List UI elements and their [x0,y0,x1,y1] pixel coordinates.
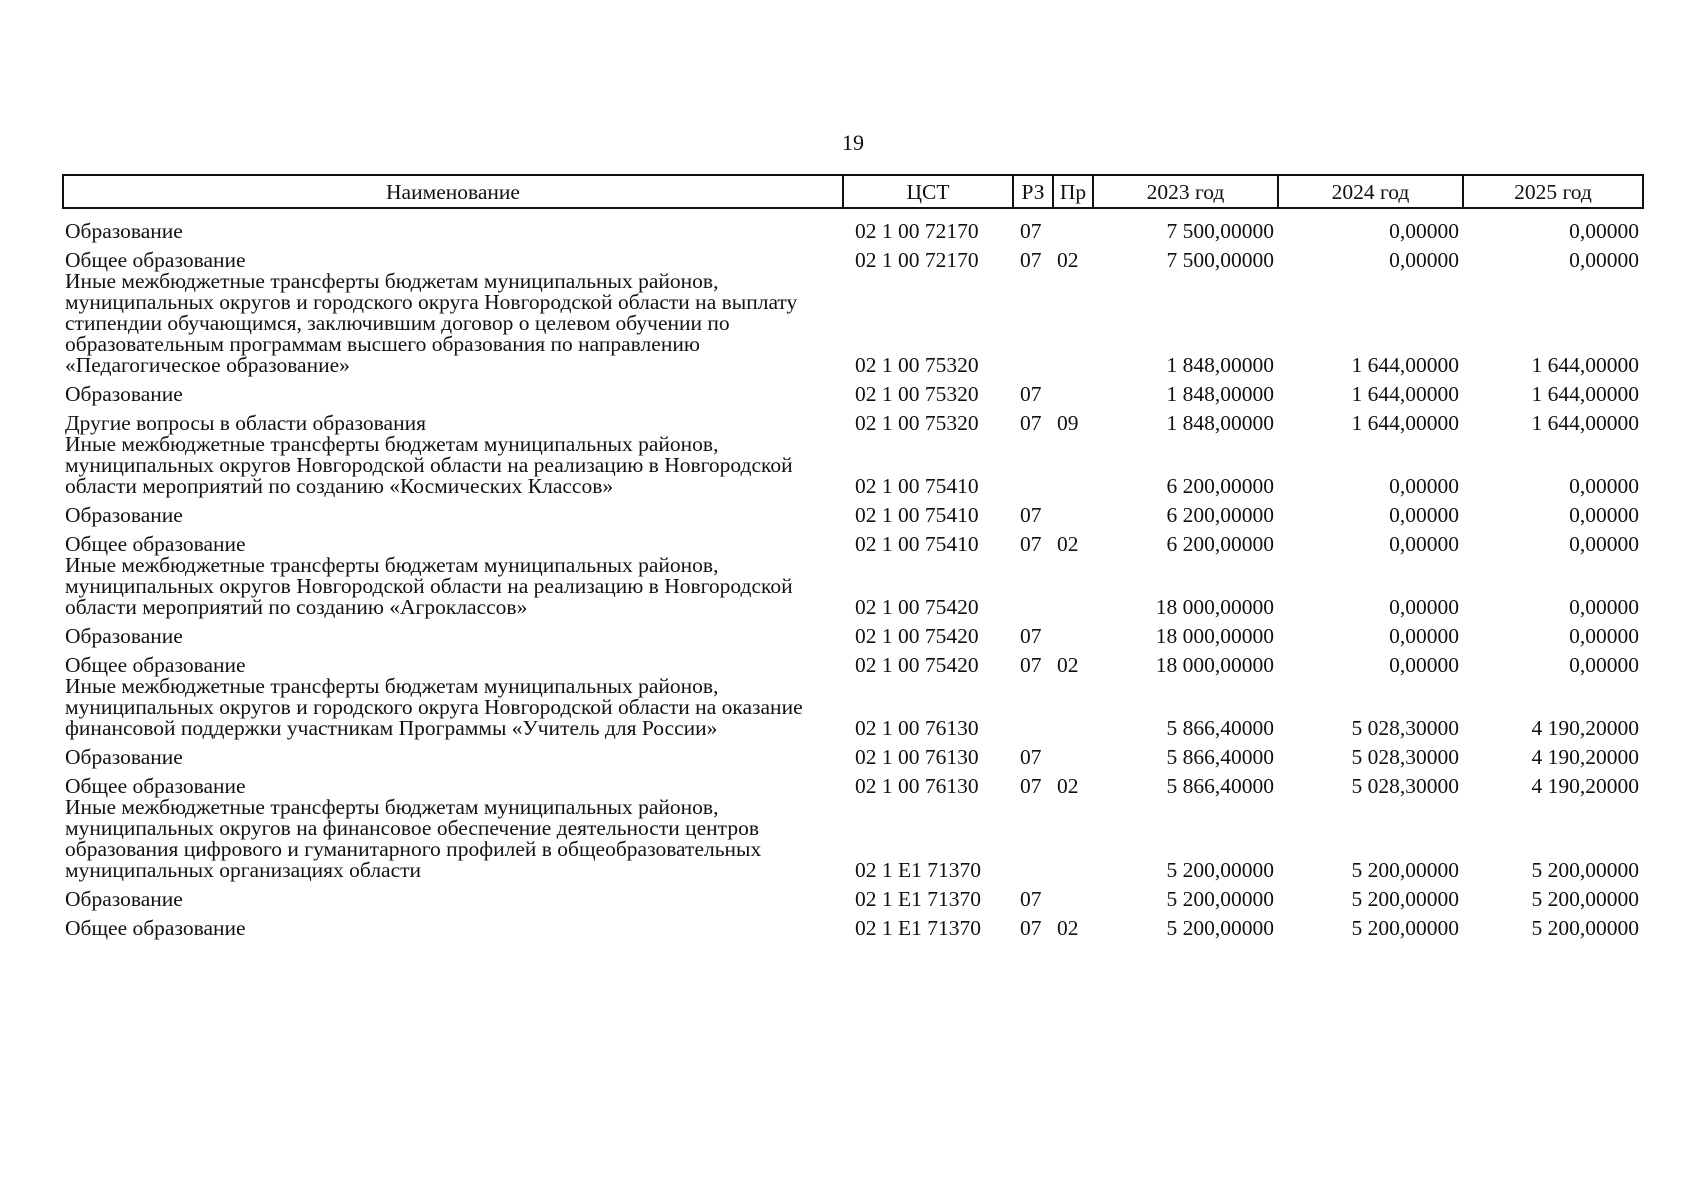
table-row [63,676,1643,739]
cell-2024: 0,00000 [1389,532,1459,556]
cell-name: Иные межбюджетные трансферты бюджетам муниципальных районов, муниципальных округов и городского округа Новгородской области на выплату стипендии обучающимся, заключившим договор о целевом обучении по образовательным программам высшего образования по направлению «Педагогическое образование» [65,269,798,377]
cell-cst: 02 1 00 75320 [855,353,979,377]
cell-pr: 09 [1057,411,1079,435]
cell-cst: 02 1 E1 71370 [855,887,982,911]
cell-2024: 0,00000 [1389,219,1459,243]
cell-2023: 5 200,00000 [1166,916,1274,940]
cell-pr [1053,881,1093,910]
table-row [63,739,1643,768]
cell-name: Образование [65,887,183,911]
header-name: Наименование [63,175,843,208]
cell-pr: 02 [1057,774,1079,798]
cell-2024: 5 200,00000 [1351,887,1459,911]
cell-rz: 07 [1020,219,1042,243]
cell-2025: 5 200,00000 [1531,858,1639,882]
cell-cst: 02 1 00 75420 [855,624,979,648]
table-row [63,434,1643,497]
table-body [63,208,1643,939]
cell-2024: 1 644,00000 [1351,353,1459,377]
table-row [63,526,1643,555]
cell-cst: 02 1 00 75410 [855,474,979,498]
header-2024: 2024 год [1278,175,1463,208]
cell-pr [1053,271,1093,376]
cell-2024: 1 644,00000 [1351,411,1459,435]
cell-2025: 4 190,20000 [1531,774,1639,798]
cell-cst: 02 1 E1 71370 [855,858,982,882]
cell-name: Иные межбюджетные трансферты бюджетам муниципальных районов, муниципальных округов Новгородской области на реализацию в Новгородской области мероприятий по созданию «Космических Классов» [65,432,793,498]
cell-name: Образование [65,624,183,648]
cell-name: Общее образование [65,248,246,272]
cell-cst: 02 1 E1 71370 [855,916,982,940]
cell-rz: 07 [1020,532,1042,556]
cell-2023: 5 200,00000 [1166,887,1274,911]
cell-cst: 02 1 00 75410 [855,532,979,556]
cell-rz: 07 [1020,624,1042,648]
cell-rz [1013,676,1053,739]
cell-2025: 1 644,00000 [1531,382,1639,406]
cell-rz [1013,434,1053,497]
cell-pr [1053,555,1093,618]
cell-cst: 02 1 00 72170 [855,219,979,243]
cell-2023: 6 200,00000 [1166,474,1274,498]
cell-name: Образование [65,745,183,769]
cell-cst: 02 1 00 76130 [855,774,979,798]
cell-2023: 1 848,00000 [1166,411,1274,435]
cell-2025: 0,00000 [1569,248,1639,272]
cell-2025: 5 200,00000 [1531,916,1639,940]
cell-rz [1013,555,1053,618]
table-row [63,797,1643,881]
cell-2024: 0,00000 [1389,595,1459,619]
cell-2025: 0,00000 [1569,624,1639,648]
cell-rz: 07 [1020,503,1042,527]
cell-pr [1053,208,1093,242]
cell-pr [1053,376,1093,405]
cell-rz: 07 [1020,411,1042,435]
cell-2025: 0,00000 [1569,532,1639,556]
cell-2023: 5 866,40000 [1166,774,1274,798]
cell-pr [1053,618,1093,647]
cell-name: Общее образование [65,916,246,940]
cell-pr: 02 [1057,653,1079,677]
cell-cst: 02 1 00 75420 [855,653,979,677]
cell-rz: 07 [1020,887,1042,911]
cell-2025: 5 200,00000 [1531,887,1639,911]
cell-pr [1053,739,1093,768]
table-row [63,242,1643,271]
cell-2024: 0,00000 [1389,248,1459,272]
cell-pr [1053,497,1093,526]
cell-cst: 02 1 00 75420 [855,595,979,619]
cell-name: Иные межбюджетные трансферты бюджетам муниципальных районов, муниципальных округов на финансовое обеспечение деятельности центров образования цифрового и гуманитарного профилей в общеобразовательных муниципальных организациях области [65,795,762,882]
cell-pr: 02 [1057,916,1079,940]
cell-cst: 02 1 00 76130 [855,716,979,740]
cell-cst: 02 1 00 72170 [855,248,979,272]
cell-2025: 4 190,20000 [1531,745,1639,769]
cell-2023: 18 000,00000 [1155,624,1274,648]
cell-name: Общее образование [65,653,246,677]
page-number: 19 [842,130,864,155]
cell-cst: 02 1 00 75320 [855,411,979,435]
cell-2024: 5 200,00000 [1351,858,1459,882]
cell-rz: 07 [1020,382,1042,406]
cell-rz: 07 [1020,916,1042,940]
cell-2023: 6 200,00000 [1166,532,1274,556]
cell-2023: 1 848,00000 [1166,382,1274,406]
table-row [63,910,1643,939]
cell-2025: 1 644,00000 [1531,411,1639,435]
cell-2023: 7 500,00000 [1166,219,1274,243]
cell-2023: 7 500,00000 [1166,248,1274,272]
cell-rz [1013,797,1053,881]
table-row [63,555,1643,618]
cell-2023: 18 000,00000 [1155,595,1274,619]
table-header-row [63,175,1643,208]
cell-2025: 1 644,00000 [1531,353,1639,377]
cell-cst: 02 1 00 76130 [855,745,979,769]
cell-2025: 0,00000 [1569,595,1639,619]
cell-2024: 5 028,30000 [1351,745,1459,769]
header-2023: 2023 год [1093,175,1278,208]
table-row [63,881,1643,910]
cell-pr: 02 [1057,248,1079,272]
table-row [63,768,1643,797]
cell-2024: 5 200,00000 [1351,916,1459,940]
cell-rz: 07 [1020,774,1042,798]
cell-rz: 07 [1020,248,1042,272]
cell-name: Другие вопросы в области образования [65,411,426,435]
table-row [63,271,1643,376]
cell-2024: 5 028,30000 [1351,716,1459,740]
cell-2023: 6 200,00000 [1166,503,1274,527]
cell-name: Общее образование [65,774,246,798]
cell-rz: 07 [1020,745,1042,769]
cell-2025: 0,00000 [1569,503,1639,527]
cell-2024: 1 644,00000 [1351,382,1459,406]
table-row [63,208,1643,242]
budget-table [62,174,1644,939]
cell-pr: 02 [1057,532,1079,556]
cell-rz [1013,271,1053,376]
cell-2025: 0,00000 [1569,219,1639,243]
table-row [63,618,1643,647]
cell-name: Образование [65,503,183,527]
header-2025: 2025 год [1463,175,1643,208]
cell-name: Образование [65,382,183,406]
header-pr: Пр [1053,175,1093,208]
table-row [63,647,1643,676]
cell-2024: 0,00000 [1389,653,1459,677]
header-cst: ЦСТ [843,175,1013,208]
cell-2023: 5 866,40000 [1166,716,1274,740]
cell-name: Общее образование [65,532,246,556]
cell-pr [1053,797,1093,881]
cell-name: Образование [65,219,183,243]
cell-2023: 18 000,00000 [1155,653,1274,677]
table-row [63,376,1643,405]
table-row [63,405,1643,434]
cell-2024: 0,00000 [1389,503,1459,527]
cell-cst: 02 1 00 75410 [855,503,979,527]
cell-name: Иные межбюджетные трансферты бюджетам муниципальных районов, муниципальных округов и городского округа Новгородской области на оказание финансовой поддержки участникам Программы «Учитель для России» [65,674,803,740]
cell-2023: 5 200,00000 [1166,858,1274,882]
cell-2024: 0,00000 [1389,624,1459,648]
cell-name: Иные межбюджетные трансферты бюджетам муниципальных районов, муниципальных округов Новгородской области на реализацию в Новгородской области мероприятий по созданию «Агроклассов» [65,553,793,619]
cell-2023: 1 848,00000 [1166,353,1274,377]
cell-cst: 02 1 00 75320 [855,382,979,406]
cell-2024: 5 028,30000 [1351,774,1459,798]
cell-2024: 0,00000 [1389,474,1459,498]
table-row [63,497,1643,526]
cell-2025: 0,00000 [1569,653,1639,677]
cell-2025: 0,00000 [1569,474,1639,498]
cell-pr [1053,434,1093,497]
cell-2025: 4 190,20000 [1531,716,1639,740]
cell-pr [1053,676,1093,739]
header-rz: РЗ [1013,175,1053,208]
cell-rz: 07 [1020,653,1042,677]
cell-2023: 5 866,40000 [1166,745,1274,769]
